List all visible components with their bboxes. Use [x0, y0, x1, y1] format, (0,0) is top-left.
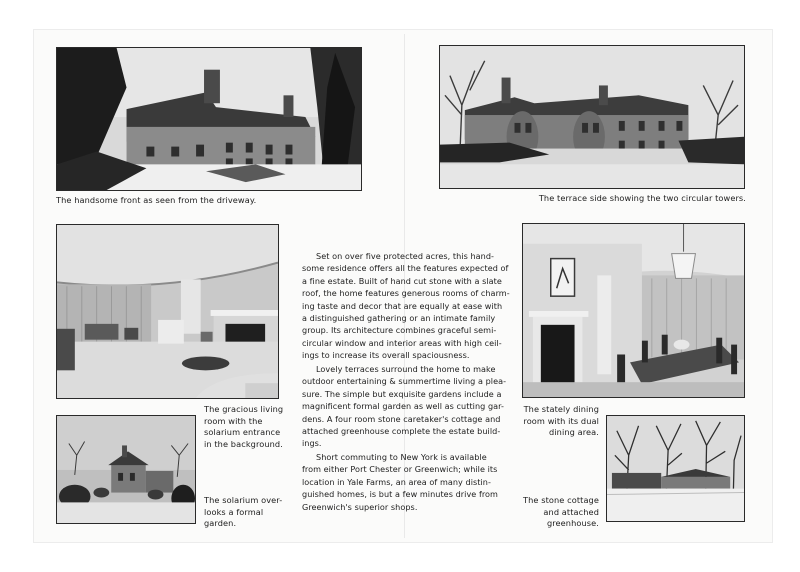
- body-line: Set on over five protected acres, this hand-: [316, 251, 495, 261]
- caption-dining-room: [523, 404, 599, 439]
- caption-cottage-line: and attached: [543, 506, 599, 517]
- photo-terrace-side: [439, 45, 745, 189]
- photo-house-front: [56, 47, 362, 191]
- caption-cottage-line: greenhouse.: [546, 518, 599, 528]
- body-paragraph-3: [302, 451, 510, 513]
- body-line: outdoor entertaining & summertime living a plea-: [302, 376, 507, 387]
- body-line: circular window and interior areas with high ceil-: [302, 337, 502, 348]
- body-line: guished homes, is but a few minutes drive from: [302, 489, 498, 500]
- caption-solarium-garden: [204, 495, 282, 530]
- body-line: roof, the home features generous rooms of charm-: [302, 288, 510, 299]
- caption-living-line: The gracious living: [204, 404, 284, 414]
- caption-living-line: in the background.: [204, 438, 283, 449]
- caption-solarium-line: looks a formal: [204, 506, 264, 517]
- body-line: dens. A four room stone caretaker's cottage and: [302, 413, 501, 424]
- caption-living-line: solarium entrance: [204, 427, 281, 437]
- caption-stone-cottage: [523, 495, 599, 530]
- body-line: a distinguished gathering or an intimate family: [302, 313, 496, 324]
- body-line: ing taste and decor that are equally at ease with: [302, 300, 503, 311]
- caption-dining-line: The stately dining: [523, 404, 599, 414]
- caption-cottage-line: The stone cottage: [522, 495, 599, 505]
- body-paragraph-1: [302, 250, 510, 362]
- caption-living-room: [204, 404, 283, 450]
- body-line: a fine estate. Built of hand cut stone with a slate: [302, 275, 502, 286]
- body-line: sure. The simple but exquisite gardens include a: [302, 388, 502, 399]
- body-line: magnificent formal garden as well as cutting gar-: [302, 401, 504, 412]
- body-line: Lovely terraces surround the home to make: [316, 364, 496, 374]
- body-line: Greenwich's superior shops.: [302, 501, 418, 512]
- caption-house-front: The handsome front as seen from the driveway.: [56, 195, 257, 205]
- body-line: some residence offers all the features expected of: [302, 263, 509, 274]
- caption-terrace-side: The terrace side showing the two circular towers.: [538, 193, 746, 203]
- caption-solarium-line: The solarium over-: [204, 495, 283, 505]
- body-line: location in Yale Farms, an area of many distin-: [302, 476, 491, 487]
- caption-solarium-line: garden.: [204, 518, 237, 528]
- photo-dining-room: [522, 223, 745, 398]
- body-line: Short commuting to New York is available: [316, 452, 487, 462]
- photo-living-room: [56, 224, 279, 399]
- body-line: group. Its architecture combines graceful semi-: [302, 325, 497, 336]
- caption-dining-line: dining area.: [549, 427, 599, 437]
- caption-dining-line: room with its dual: [523, 415, 599, 426]
- photo-solarium-garden: [56, 415, 196, 524]
- body-line: from either Port Chester or Greenwich; while its: [302, 464, 498, 475]
- body-line: ings to increase its overall spaciousness.: [302, 350, 470, 361]
- body-paragraph-2: [302, 363, 510, 450]
- photo-stone-cottage: [606, 415, 745, 522]
- caption-living-line: room with the: [204, 415, 263, 426]
- body-line: attached greenhouse complete the estate build-: [302, 426, 501, 437]
- body-line: ings.: [302, 438, 322, 449]
